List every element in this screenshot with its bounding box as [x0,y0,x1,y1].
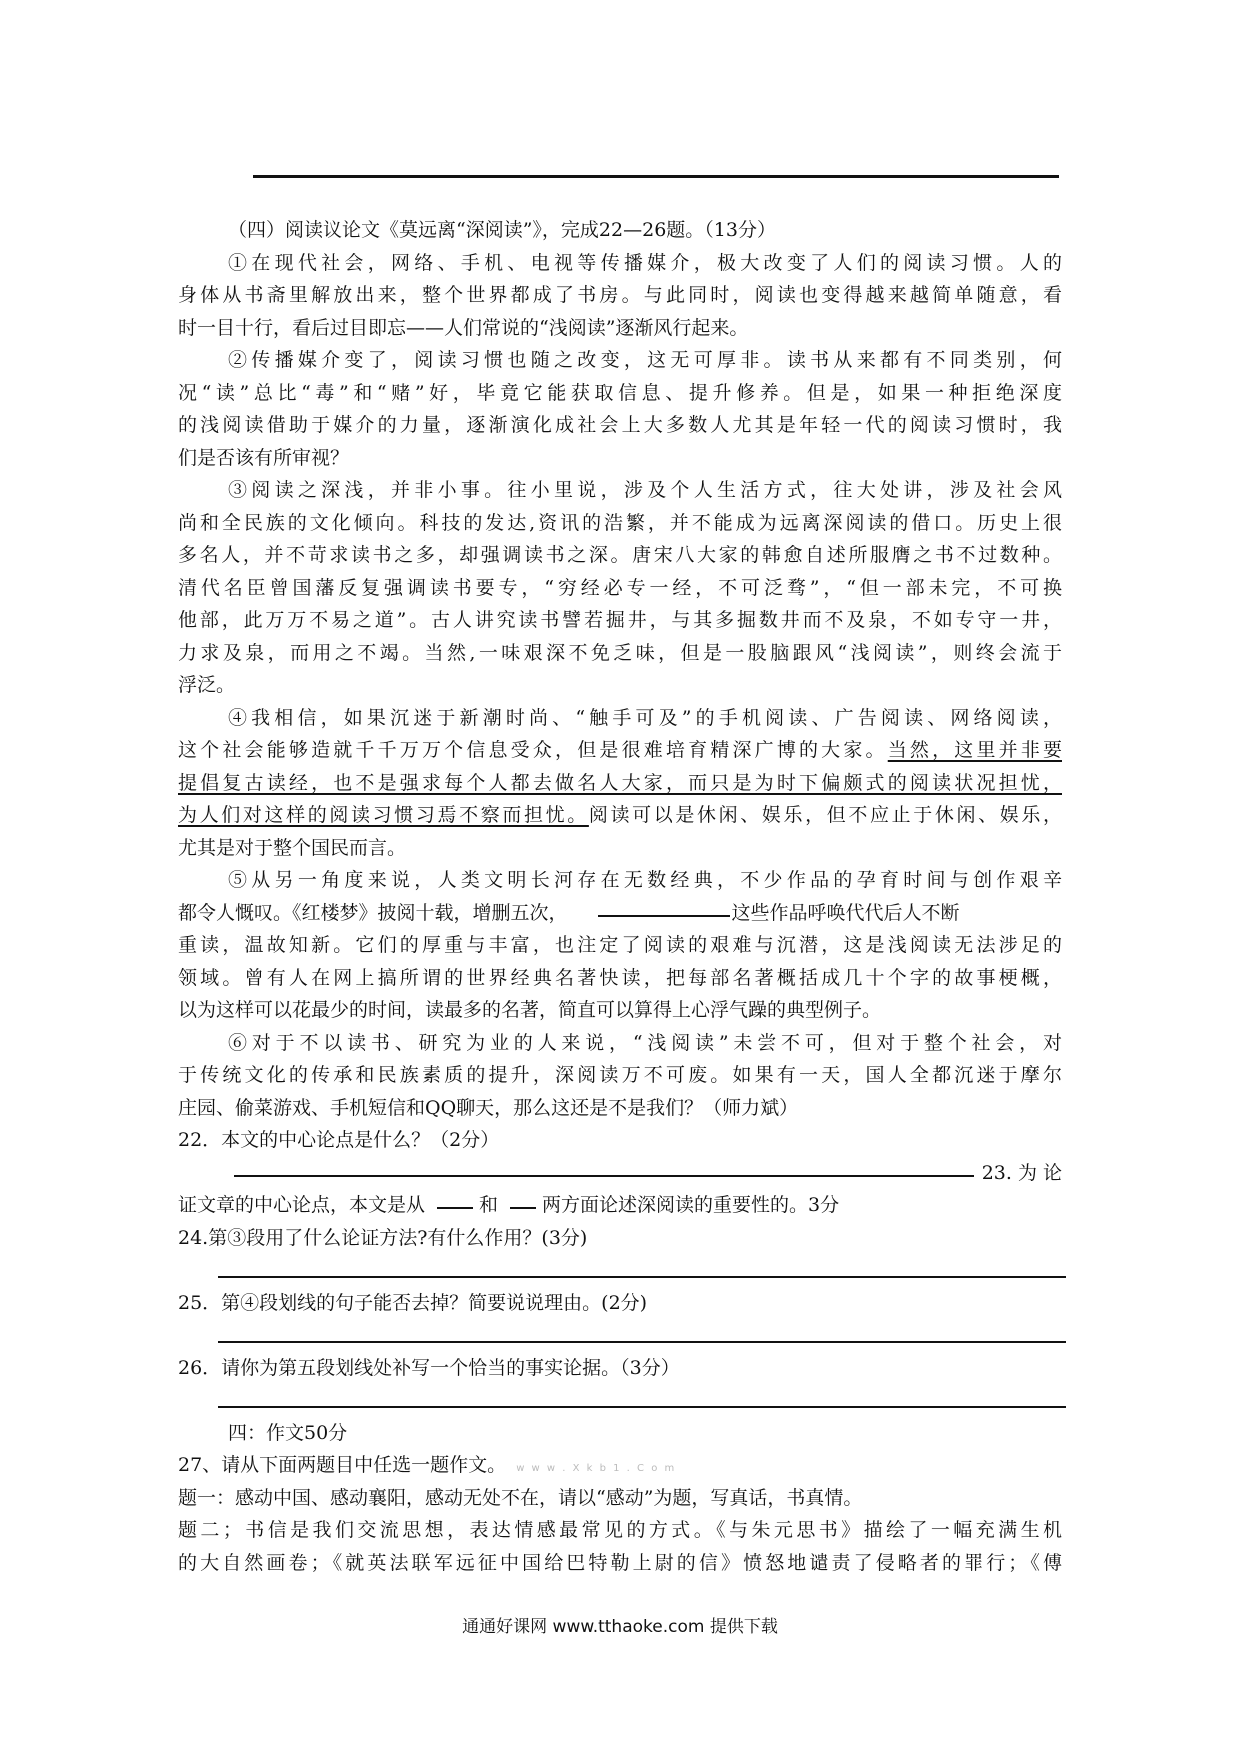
composition-title: 四：作文50分 [228,1421,348,1444]
paragraph-line: 尚和全民族的文化倾向。科技的发达,资讯的浩繁，并不能成为远离深阅读的借口。历史上很 [178,511,1062,534]
fill-in-blank[interactable] [598,914,730,917]
fill-in-blank[interactable] [437,1206,473,1209]
paragraph-line: ⑤从另一角度来说，人类文明长河存在无数经典，不少作品的孕育时间与创作艰辛 [228,869,1062,891]
question-27 [178,1449,1062,1482]
question-23 [178,1189,1062,1222]
section-title: （四）阅读议论文《莫远离“深阅读”》，完成22—26题。（13分） [228,219,776,241]
plain-text: 这个社会能够造就千千万万个信息受众，但是很难培育精深广博的大家。 [178,739,888,761]
paragraph-line [178,734,1062,767]
question-24: 24.第③段用了什么论证方法?有什么作用？(3分) [178,1226,588,1249]
paragraph-line: ②传播媒介变了，阅读习惯也随之改变，这无可厚非。读书从来都有不同类别，何 [228,349,1062,371]
topic-1: 题一：感动中国、感动襄阳，感动无处不在，请以“感动”为题，写真话，书真情。 [178,1486,863,1509]
paragraph-line: ④我相信，如果沉迷于新潮时尚、“触手可及”的手机阅读、广告阅读、网络阅读， [228,706,1062,729]
footer-credit: 通通好课网 www.tthaoke.com 提供下载 [462,1617,778,1637]
paragraph-line: 领域。曾有人在网上搞所谓的世界经典名著快读，把每部名著概括成几十个字的故事梗概， [178,966,1062,989]
paragraph-line: ③阅读之深浅，并非小事。往小里说，涉及个人生活方式，往大处讲，涉及社会风 [228,479,1062,501]
paragraph-line: 庄园、偷菜游戏、手机短信和QQ聊天，那么这还是不是我们？（师力斌） [178,1096,799,1119]
paragraph-line: 多名人，并不苛求读书之多，却强调读书之深。唐宋八大家的韩愈自述所服膺之书不过数种。 [178,544,1062,566]
paragraph-line: 重读，温故知新。它们的厚重与丰富，也注定了阅读的艰难与沉潜，这是浅阅读无法涉足的 [178,934,1062,956]
paragraph-line: 们是否该有所审视？ [178,446,350,469]
topic-2: 的大自然画卷；《就英法联军远征中国给巴特勒上尉的信》愤怒地谴责了侵略者的罪行；《傅 [178,1551,1062,1574]
underlined-sentence: 当然，这里并非要 [887,739,1062,761]
paragraph-line: 况“读”总比“毒”和“赌”好，毕竟它能获取信息、提升修养。但是，如果一种拒绝深度 [178,381,1062,404]
question-23-number: 23. 为 论 [981,1161,1062,1184]
question-22-answer-row [178,1157,1062,1190]
question-25: 25．第④段划线的句子能否去掉？简要说说理由。(2分) [178,1291,648,1314]
plain-text: 证文章的中心论点，本文是从 [178,1194,426,1216]
paragraph-line: 清代名臣曾国藩反复强调读书要专，“穷经必专一经，不可泛骛”，“但一部未完，不可换 [178,576,1062,599]
plain-text: 阅读可以是休闲、娱乐，但不应止于休闲、娱乐， [588,804,1062,826]
paragraph-line: ⑥对于不以读书、研究为业的人来说，“浅阅读”未尝不可，但对于整个社会，对 [228,1031,1062,1054]
plain-text: 27、请从下面两题目中任选一题作文。 [178,1454,507,1476]
plain-text: 这些作品呼唤代代后人不断 [731,901,960,924]
paragraph-line: 于传统文化的传承和民族素质的提升，深阅读万不可废。如果有一天，国人全都沉迷于摩尔 [178,1064,1062,1086]
paragraph-line: 他部，此万万不易之道”。古人讲究读书譬若掘井，与其多掘数井而不及泉，不如专守一井， [178,609,1062,631]
answer-line[interactable] [178,1254,1062,1287]
paragraph-line: 时一目十行，看后过目即忘——人们常说的“浅阅读”逐渐风行起来。 [178,316,749,339]
answer-line[interactable] [178,1319,1062,1352]
plain-text: 都令人慨叹。《红楼梦》披阅十载，增删五次， [178,901,568,924]
paragraph-line: 浮泛。 [178,674,236,696]
answer-blank[interactable] [234,1174,974,1177]
paragraph-line: 的浅阅读借助于媒介的力量，逐渐演化成社会上大多数人尤其是年轻一代的阅读习惯时，我 [178,414,1062,436]
paragraph-line: 身体从书斋里解放出来，整个世界都成了书房。与此同时，阅读也变得越来越简单随意，看 [178,284,1062,306]
paragraph-line: 以为这样可以花最少的时间，读最多的名著，简直可以算得上心浮气躁的典型例子。 [178,999,882,1021]
underlined-sentence: 提倡复古读经，也不是强求每个人都去做名人大家，而只是为时下偏颇式的阅读状况担忧， [178,771,1062,794]
exam-content [178,214,1062,1579]
paragraph-line [178,897,1062,930]
plain-text: 两方面论述深阅读的重要性的。3分 [542,1194,840,1216]
underlined-sentence: 为人们对这样的阅读习惯习焉不察而担忧。 [178,804,589,826]
header-rule [253,175,1059,178]
topic-2: 题二；书信是我们交流思想，表达情感最常见的方式。《与朱元思书》描绘了一幅充满生机 [178,1519,1062,1541]
paragraph-line: 力求及泉，而用之不竭。当然,一味艰深不免乏味，但是一股脑跟风“浅阅读”，则终会流于 [178,641,1062,664]
fill-in-blank[interactable] [510,1206,536,1209]
paragraph-line [178,767,1062,800]
question-26: 26．请你为第五段划线处补写一个恰当的事实论据。（3分） [178,1356,680,1379]
answer-line[interactable] [178,1384,1062,1417]
paragraph-line: ①在现代社会，网络、手机、电视等传播媒介，极大改变了人们的阅读习惯。人的 [228,251,1062,274]
plain-text: 和 [479,1194,499,1216]
paragraph-line [178,799,1062,832]
watermark: w w w . X k b 1 . C o m [516,1463,677,1474]
paragraph-line: 尤其是对于整个国民而言。 [178,836,407,859]
question-22: 22．本文的中心论点是什么？（2分） [178,1129,500,1151]
